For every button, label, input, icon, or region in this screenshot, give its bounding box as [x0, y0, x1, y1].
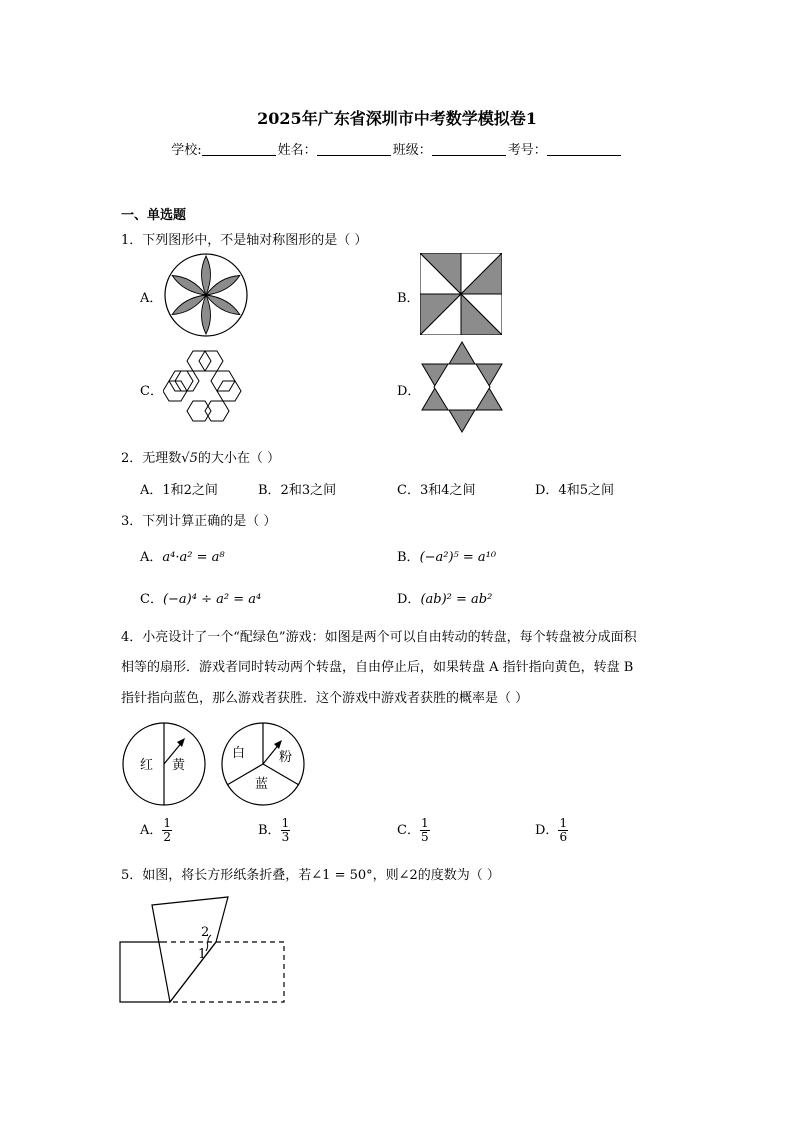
q1-option-a-figure [163, 252, 249, 338]
question-5-stem: 5．如图，将长方形纸条折叠，若∠1 = 50°，则∠2的度数为（ ） [121, 868, 500, 883]
spinner-b-pink-label: 粉 [279, 750, 293, 765]
q4-option-b-fraction: $\frac{1}{3}$ [281, 816, 290, 844]
school-blank[interactable] [202, 143, 276, 156]
q3-option-c-expr: (−a)⁴ ÷ a² = a⁴ [162, 592, 262, 607]
q3-option-c-label: C． [140, 592, 163, 607]
q1-option-d-figure [420, 340, 504, 434]
spinner-a-figure [119, 721, 209, 807]
q1-option-b-label: B． [397, 291, 420, 306]
question-1-stem: 1．下列图形中，不是轴对称图形的是（ ） [121, 233, 368, 248]
q4-option-a-fraction: $\frac{1}{2}$ [163, 816, 172, 844]
q4-option-c [397, 817, 430, 844]
section-heading: 一、单选题 [121, 208, 187, 223]
question-4-line-3: 指针指向蓝色，那么游戏者获胜．这个游戏中游戏者获胜的概率是（ ） [121, 691, 529, 706]
q3-option-b-expr: (−a²)⁵ = a¹⁰ [419, 550, 497, 565]
q3-option-a-expr: a⁴·a² = a⁸ [162, 550, 225, 565]
q4-option-c-label: C． [397, 823, 420, 838]
question-2-stem [121, 447, 280, 466]
angle-2-label: 2 [201, 925, 210, 940]
q3-option-b-label: B． [397, 550, 420, 565]
class-label: 班级： [392, 143, 432, 158]
q2-option-b: B．2和3之间 [258, 483, 337, 498]
spinner-a-red-label: 红 [140, 758, 154, 773]
q1-option-a-label: A． [140, 291, 163, 306]
q3-option-a-label: A． [140, 550, 163, 565]
class-blank[interactable] [432, 143, 506, 156]
q1-option-c-figure [163, 348, 247, 426]
q1-option-b-figure [420, 253, 502, 335]
q4-option-d-label: D． [535, 823, 559, 838]
q2-sqrt: √5 [181, 451, 198, 466]
angle-1-label: 1 [198, 947, 207, 962]
q3-option-d [397, 588, 492, 607]
q4-option-d [535, 817, 568, 844]
q2-option-c: C．3和4之间 [397, 483, 476, 498]
q3-option-d-label: D． [397, 592, 421, 607]
q4-option-b-label: B． [258, 823, 281, 838]
name-label: 姓名： [277, 143, 317, 158]
exam-no-blank[interactable] [547, 143, 621, 156]
q3-option-c [140, 588, 261, 607]
school-label: 学校: [171, 143, 202, 158]
q2-stem-post: 的大小在（ ） [197, 451, 280, 466]
q1-option-c-label: C． [140, 384, 163, 399]
spinner-b-white-label: 白 [232, 746, 246, 761]
folded-strip-figure [118, 895, 288, 1007]
spinner-b-blue-label: 蓝 [255, 777, 269, 792]
q4-option-a [140, 817, 172, 844]
q3-option-b [397, 546, 496, 565]
q2-stem-pre: 2．无理数 [121, 451, 182, 466]
spinner-a-yellow-label: 黄 [172, 758, 186, 773]
q3-option-d-expr: (ab)² = ab² [420, 592, 493, 607]
q2-option-d: D．4和5之间 [535, 483, 614, 498]
q4-option-b [258, 817, 290, 844]
question-3-stem: 3．下列计算正确的是（ ） [121, 514, 277, 529]
exam-no-label: 考号： [507, 143, 547, 158]
spinner-b-figure [218, 721, 308, 807]
student-info-line [0, 139, 794, 158]
q2-option-a: A．1和2之间 [140, 483, 218, 498]
question-4-line-1: 4．小亮设计了一个“配绿色”游戏：如图是两个可以自由转动的转盘，每个转盘被分成面积 [121, 630, 637, 645]
question-4-line-2: 相等的扇形．游戏者同时转动两个转盘，自由停止后，如果转盘 A 指针指向黄色，转盘 B [121, 660, 634, 675]
q1-option-d-label: D． [397, 384, 421, 399]
q4-option-d-fraction: $\frac{1}{6}$ [559, 816, 568, 844]
name-blank[interactable] [317, 143, 391, 156]
page-title: 2025年广东省深圳市中考数学模拟卷1 [257, 109, 537, 128]
q4-option-c-fraction: $\frac{1}{5}$ [420, 816, 429, 844]
q3-option-a [140, 546, 225, 565]
q4-option-a-label: A． [140, 823, 163, 838]
